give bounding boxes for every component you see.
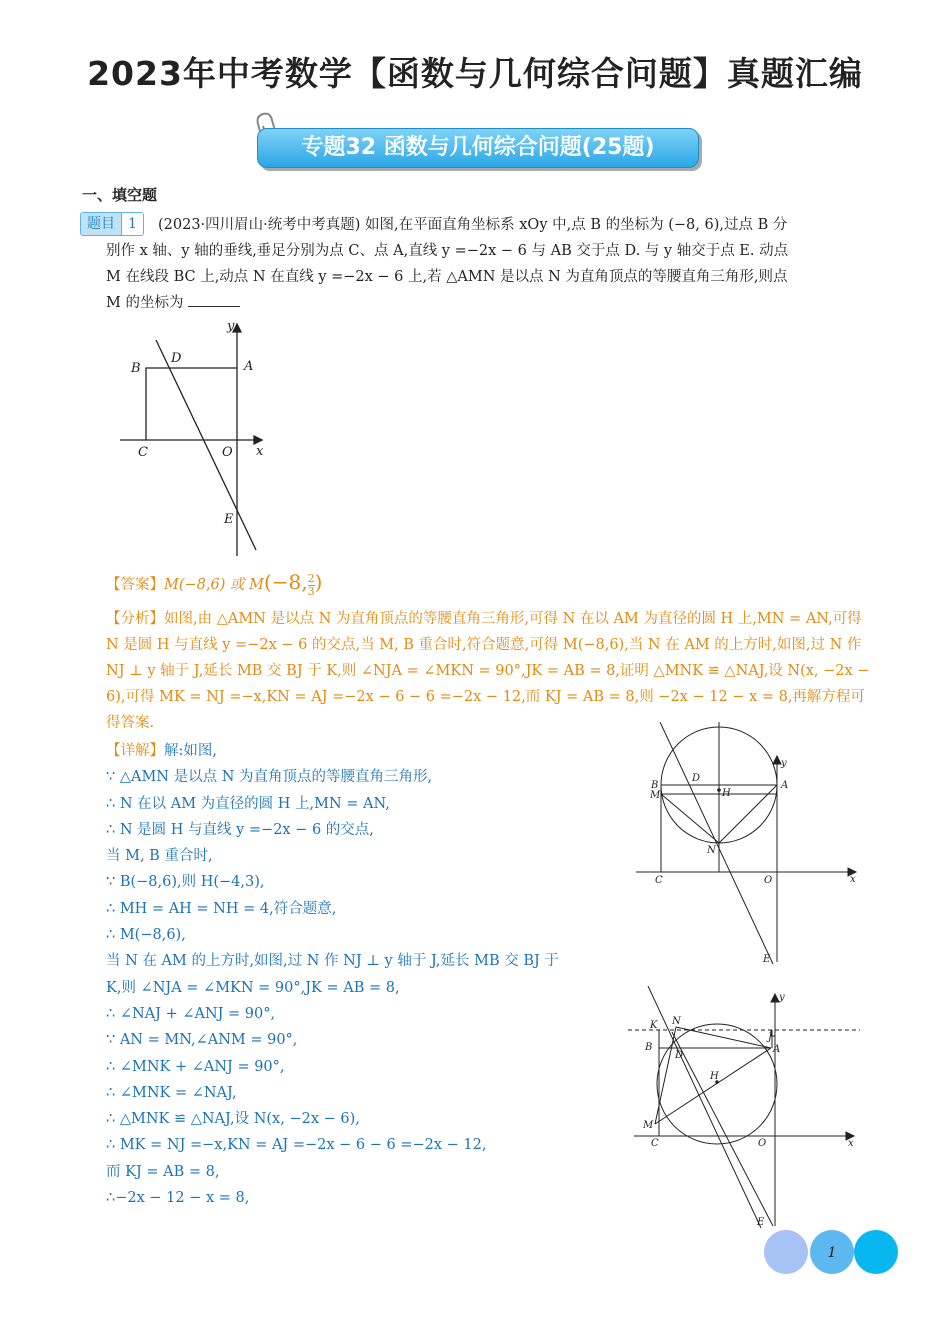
fig2-label: y bbox=[781, 758, 787, 769]
fig2-label: M bbox=[650, 790, 661, 801]
fig3-label: C bbox=[651, 1138, 659, 1149]
fig1-label: D bbox=[171, 351, 182, 366]
fig3-label: A bbox=[773, 1044, 781, 1055]
detail-line: ∴ MH = AH = NH = 4,符合题意, bbox=[106, 900, 337, 917]
question-line: 别作 x 轴、y 轴的垂线,垂足分别为点 C、点 A,直线 y =−2x − 6 与 AB 交于点 D. 与 y 轴交于点 E. 动点 bbox=[106, 243, 789, 259]
fig1-label: C bbox=[138, 445, 148, 460]
fig1-label: A bbox=[244, 359, 254, 374]
fig3-label: B bbox=[645, 1042, 653, 1053]
fig3-label: K bbox=[650, 1020, 658, 1031]
fig3-label: N bbox=[672, 1016, 681, 1027]
section-heading: 一、填空题 bbox=[82, 186, 158, 204]
question-line: (2023·四川眉山·统考中考真题) 如图,在平面直角坐标系 xOy 中,点 B 的坐标为 (−8, 6),过点 B 分 bbox=[158, 217, 788, 233]
detail-line: ∴ △MNK ≌ △NAJ,设 N(x, −2x − 6), bbox=[106, 1111, 360, 1128]
page-number-badge bbox=[764, 1228, 904, 1278]
detail-line: ∵ B(−8,6),则 H(−4,3), bbox=[106, 874, 265, 891]
detail-line: ∴ ∠MNK + ∠ANJ = 90°, bbox=[106, 1058, 285, 1075]
fig1-label: B bbox=[131, 361, 141, 376]
fig2-label: x bbox=[850, 874, 856, 885]
detail-line: ∴−2x − 12 − x = 8, bbox=[106, 1190, 250, 1207]
figure-2 bbox=[630, 722, 870, 970]
fig1-label: E bbox=[224, 512, 234, 527]
answer-blank bbox=[188, 292, 240, 307]
fig2-label: O bbox=[764, 875, 773, 886]
detail-line: 而 KJ = AB = 8, bbox=[106, 1163, 220, 1180]
topic-banner: 专题32 函数与几何综合问题(25题) bbox=[257, 128, 699, 168]
detail-line: ∴ MK = NJ =−x,KN = AJ =−2x − 6 − 6 =−2x − 12, bbox=[106, 1137, 487, 1154]
detail-solution: 【详解】解:如图, ∵ △AMN 是以点 N 为直角顶点的等腰直角三角形, ∴ N 在以 AM 为直径的圆 H 上,MN = AN, ∴ N 是圆 H 与直线 y =−2x − 6 的交点, 当 M, B 重合时, ∵ B(−8,6),则 H(−4,3), ∴ MH = AH = NH = 4,符合题意, ∴ M(−8,6), 当 N 在 AM 的上方时,如图,过 N 作 NJ ⊥ y 轴于 J,延长 MB 交 BJ 于 K,则 ∠NJA = ∠MKN = 90°,JK = AB = 8, ∴ ∠NAJ + ∠ANJ = 90°, ∵ AN = MN,∠ANM = 90°, ∴ ∠MNK + ∠ANJ = 90°, ∴ ∠MNK = ∠NAJ, ∴ △MNK ≌ △NAJ,设 N(x, −2x − 6), ∴ MK = NJ =−x,KN = AJ =−2x − 6 − 6 =−2x − 12, 而 KJ = AB = 8, ∴−2x − 12 − x = 8, bbox=[106, 738, 606, 1211]
fig1-label: x bbox=[256, 444, 264, 459]
fig3-label: y bbox=[779, 992, 785, 1003]
detail-line: ∵ AN = MN,∠ANM = 90°, bbox=[106, 1032, 298, 1049]
figure-3 bbox=[628, 986, 868, 1231]
question-line: M 的坐标为 bbox=[106, 290, 866, 316]
detail-line: ∵ △AMN 是以点 N 为直角顶点的等腰直角三角形, bbox=[106, 769, 433, 786]
page-number: 1 bbox=[827, 1245, 837, 1261]
fig3-label: D bbox=[675, 1050, 684, 1061]
analysis: 【分析】如图,由 △AMN 是以点 N 为直角顶点的等腰直角三角形,可得 N 在以 AM 为直径的圆 H 上,MN = AN,可得 N 是圆 H 与直线 y =−2x − 6 的交点,当 M, B 重合时,符合题意,可得 M(−8,6),当 N 在 AM 的上方时,如图,过 N 作 NJ ⊥ y 轴于 J,延长 MB 交 BJ 于 K,则 ∠NJA = ∠MKN = 90°,JK = AB = 8,证明 △MNK ≌ △NAJ,设 N(x, −2x − 6),可得 MK = NJ =−x,KN = AJ =−2x − 6 − 6 =−2x − 12,而 KJ = AB = 8,则 −2x − 12 − x = 8,再解方程可得答案. bbox=[106, 611, 870, 731]
figure-1 bbox=[110, 316, 280, 566]
fig3-label: x bbox=[848, 1138, 854, 1149]
fig1-label: O bbox=[222, 445, 233, 460]
answer: 【答案】M(−8,6) 或 M(−8, $\frac{2}{3}$ ) bbox=[106, 570, 323, 598]
detail-line: 当 N 在 AM 的上方时,如图,过 N 作 NJ ⊥ y 轴于 J,延长 MB 交 BJ 于 bbox=[106, 953, 559, 970]
detail-line: ∴ ∠MNK = ∠NAJ, bbox=[106, 1084, 237, 1101]
detail-line: K,则 ∠NJA = ∠MKN = 90°,JK = AB = 8, bbox=[106, 979, 400, 996]
fig2-label: B bbox=[651, 780, 659, 791]
question-line: M 在线段 BC 上,动点 N 在直线 y =−2x − 6 上,若 △AMN 是以点 N 为直角顶点的等腰直角三角形,则点 bbox=[106, 269, 788, 285]
fig3-label: M bbox=[643, 1120, 654, 1131]
detail-line: ∴ N 在以 AM 为直径的圆 H 上,MN = AN, bbox=[106, 795, 390, 812]
question-number: 1 bbox=[121, 213, 143, 235]
fig3-label: O bbox=[758, 1138, 767, 1149]
page-title: 2023年中考数学【函数与几何综合问题】真题汇编 bbox=[87, 54, 863, 93]
question-tag-label: 题目 bbox=[81, 213, 121, 235]
question-text bbox=[106, 212, 866, 316]
fig3-label: E bbox=[757, 1217, 765, 1228]
fig2-label: E bbox=[763, 954, 771, 965]
fig3-label: J bbox=[768, 1032, 773, 1043]
detail-line: 当 M, B 重合时, bbox=[106, 848, 213, 865]
fig2-label: N bbox=[707, 845, 716, 856]
fig2-label: H bbox=[722, 788, 731, 799]
fig3-label: H bbox=[710, 1071, 719, 1082]
detail-line: ∴ M(−8,6), bbox=[106, 927, 186, 944]
detail-line: ∴ ∠NAJ + ∠ANJ = 90°, bbox=[106, 1005, 276, 1022]
fig2-label: D bbox=[692, 773, 701, 784]
detail-line: ∴ N 是圆 H 与直线 y =−2x − 6 的交点, bbox=[106, 821, 374, 838]
fig2-label: C bbox=[655, 875, 663, 886]
fig2-label: A bbox=[781, 780, 789, 791]
fig1-label: y bbox=[227, 319, 235, 334]
